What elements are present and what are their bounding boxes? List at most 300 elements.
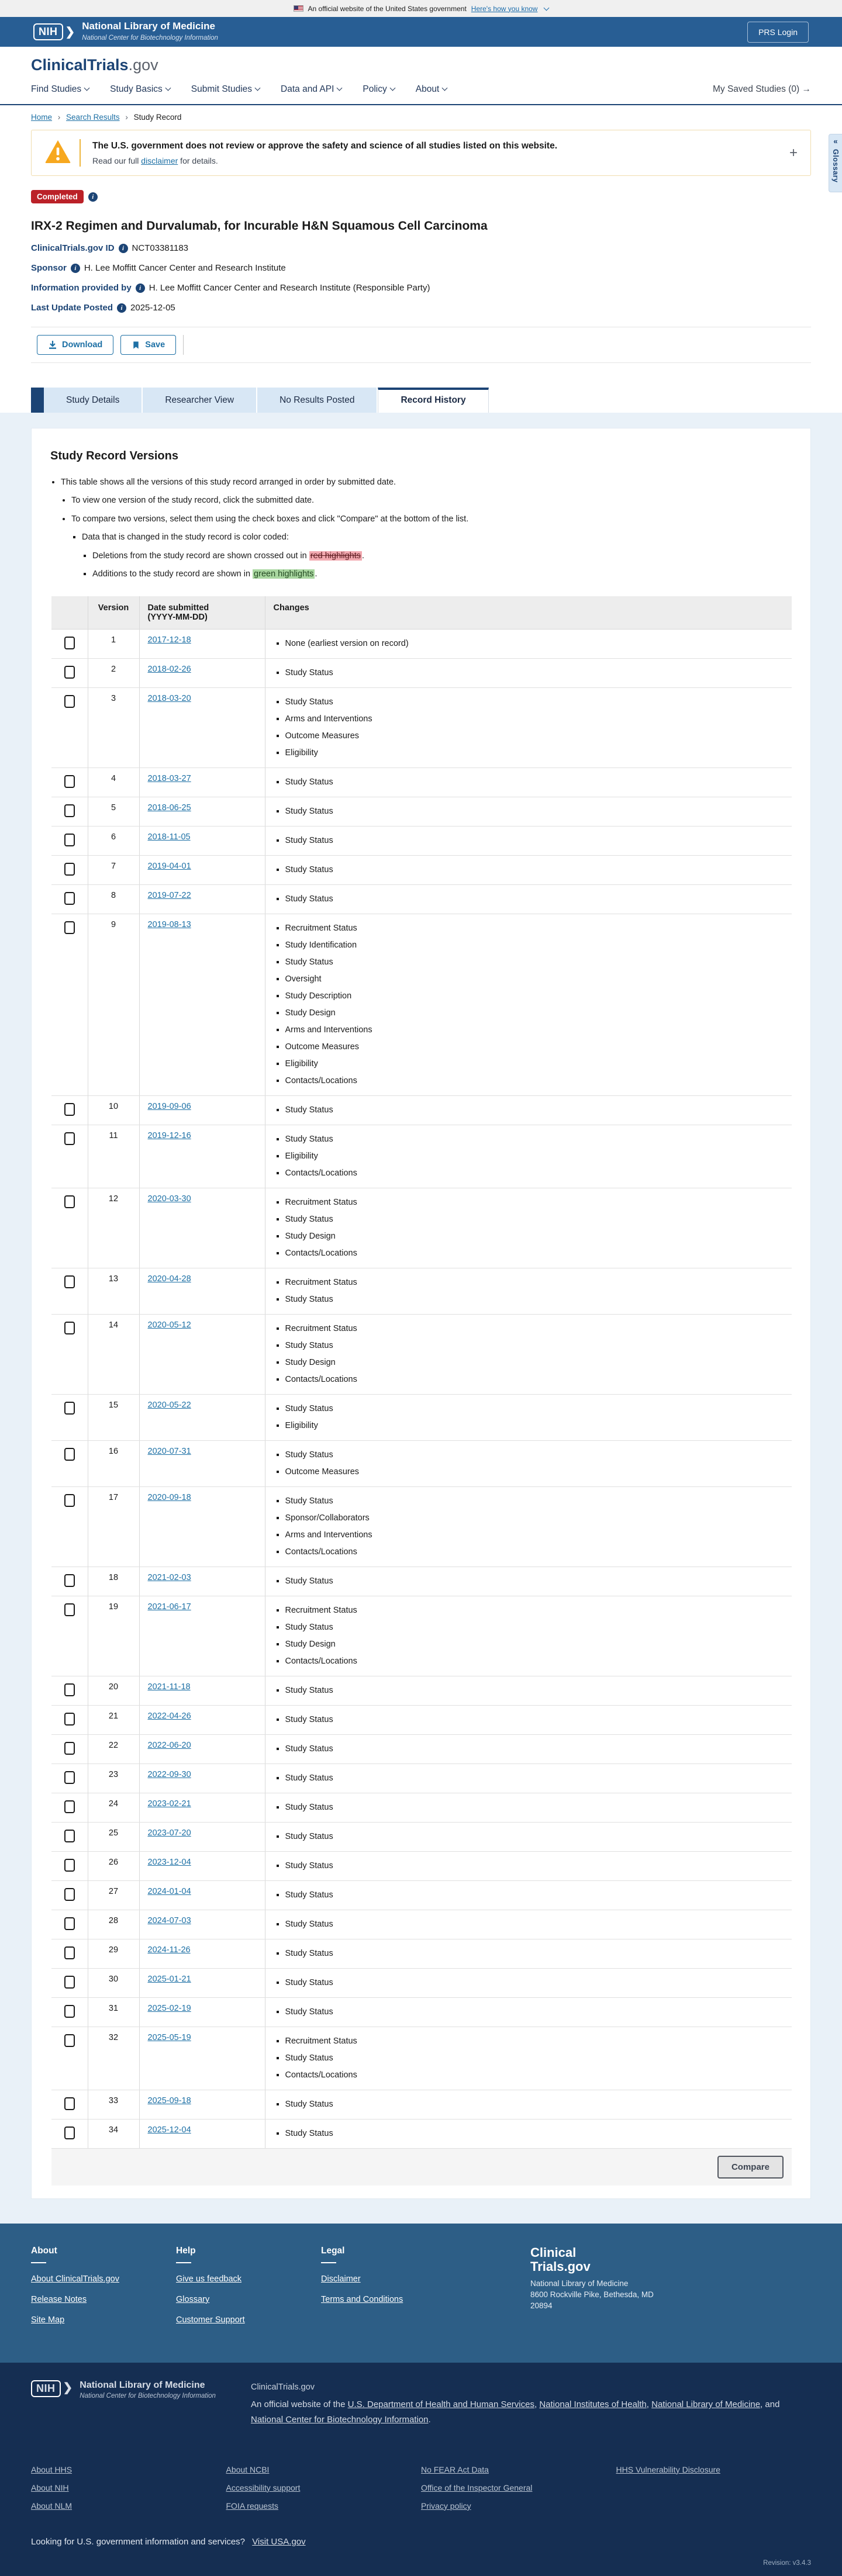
version-number: 32 xyxy=(88,2027,139,2090)
field-value: NCT03381183 xyxy=(132,243,188,253)
field-label: ClinicalTrials.gov ID xyxy=(31,243,115,253)
visit-usa-gov-link[interactable]: Visit USA.gov xyxy=(252,2536,306,2547)
chevron-down-icon xyxy=(337,85,343,91)
nav-item[interactable] xyxy=(363,84,394,95)
my-saved-studies-link[interactable] xyxy=(713,84,811,95)
change-item: ▪ Eligibility xyxy=(285,1056,784,1073)
change-item: ▪ Contacts/Locations xyxy=(285,1371,784,1388)
version-number: 15 xyxy=(88,1394,139,1440)
change-item: ▪ Study Status xyxy=(285,665,784,682)
changes-list xyxy=(285,1194,784,1262)
changes-list xyxy=(285,1858,784,1875)
tab-study-details[interactable]: Study Details xyxy=(44,388,143,413)
version-table-row xyxy=(51,1676,792,1705)
saved-studies-label: My Saved Studies (0) xyxy=(713,84,800,94)
version-checkbox[interactable] xyxy=(64,1402,75,1415)
breadcrumb-separator: › xyxy=(125,113,128,122)
version-table-row xyxy=(51,629,792,658)
change-item: ▪ Sponsor/Collaborators xyxy=(285,1510,784,1527)
footer-link-site-map[interactable]: Site Map xyxy=(31,2315,65,2325)
date-submitted-link[interactable]: 2018-03-20 xyxy=(147,693,191,703)
date-submitted-link[interactable]: 2024-01-04 xyxy=(147,1886,191,1896)
info-icon[interactable]: i xyxy=(71,264,80,273)
footer-column-heading: Legal xyxy=(321,2246,466,2263)
gov-footer-link-about-nih[interactable]: About NIH xyxy=(31,2482,69,2492)
change-item: ▪ Contacts/Locations xyxy=(285,2067,784,2084)
version-table-row xyxy=(51,767,792,797)
usa-gov-text: Looking for U.S. government information and services? xyxy=(31,2536,246,2547)
chevron-down-icon xyxy=(255,85,261,91)
version-checkbox[interactable] xyxy=(64,834,75,846)
version-checkbox[interactable] xyxy=(64,892,75,905)
change-item: ▪ Study Status xyxy=(285,2125,784,2142)
addition-period: . xyxy=(315,569,318,579)
bookmark-icon xyxy=(132,341,140,350)
version-checkbox[interactable] xyxy=(64,1132,75,1145)
nav-item[interactable] xyxy=(191,84,260,95)
glossary-tab-label: Glossary xyxy=(831,149,840,183)
date-submitted-link[interactable]: 2023-02-21 xyxy=(147,1799,191,1809)
changes-column-header: Changes xyxy=(265,596,792,630)
nih-acronym: NIH xyxy=(33,23,63,40)
date-submitted-link[interactable]: 2022-04-26 xyxy=(147,1711,191,1721)
info-icon[interactable]: i xyxy=(88,192,98,202)
footer-column-heading: About xyxy=(31,2246,176,2263)
changes-list xyxy=(285,1573,784,1590)
version-checkbox[interactable] xyxy=(64,921,75,934)
info-icon[interactable]: i xyxy=(117,303,126,313)
date-submitted-link[interactable]: 2025-05-19 xyxy=(147,2032,191,2042)
version-checkbox[interactable] xyxy=(64,1859,75,1872)
ncbi-subtitle: National Center for Biotechnology Information xyxy=(82,34,218,42)
date-submitted-link[interactable]: 2020-07-31 xyxy=(147,1446,191,1456)
version-table-row xyxy=(51,1705,792,1734)
date-submitted-link[interactable]: 2025-12-04 xyxy=(147,2125,191,2135)
changes-list xyxy=(285,774,784,791)
agency-link-1[interactable]: U.S. Department of Health and Human Services xyxy=(347,2399,534,2410)
breadcrumb-home-link[interactable]: Home xyxy=(31,113,53,122)
version-number: 7 xyxy=(88,855,139,884)
change-item: ▪ Study Status xyxy=(285,1337,784,1354)
gov-footer-link-about-ncbi[interactable]: About NCBI xyxy=(226,2464,270,2474)
nav-item[interactable] xyxy=(416,84,447,95)
date-submitted-link[interactable]: 2020-05-12 xyxy=(147,1320,191,1330)
footer-link-terms-and-conditions[interactable]: Terms and Conditions xyxy=(321,2294,403,2304)
gov-footer-link-foia-requests[interactable]: FOIA requests xyxy=(226,2501,278,2511)
changes-list xyxy=(285,1320,784,1388)
version-checkbox[interactable] xyxy=(64,2034,75,2047)
footer-column xyxy=(176,2246,321,2336)
version-number: 31 xyxy=(88,1997,139,2027)
change-item: ▪ Study Status xyxy=(285,694,784,711)
change-item: ▪ Outcome Measures xyxy=(285,1039,784,1056)
date-submitted-link[interactable]: 2020-03-30 xyxy=(147,1194,191,1204)
agency-link-3[interactable]: National Library of Medicine xyxy=(651,2399,761,2410)
change-item: ▪ Recruitment Status xyxy=(285,920,784,937)
footer-link-glossary[interactable]: Glossary xyxy=(176,2294,210,2304)
gov-footer-link-about-nlm[interactable]: About NLM xyxy=(31,2501,73,2511)
change-item: ▪ Study Status xyxy=(285,1799,784,1816)
version-number: 16 xyxy=(88,1440,139,1486)
disclaimer-read-suffix: for details. xyxy=(178,155,218,165)
date-submitted-link[interactable]: 2023-07-20 xyxy=(147,1828,191,1838)
date-submitted-link[interactable]: 2023-12-04 xyxy=(147,1857,191,1867)
version-number: 22 xyxy=(88,1734,139,1764)
versions-intro xyxy=(50,476,796,581)
nav-item[interactable] xyxy=(31,84,89,95)
version-checkbox[interactable] xyxy=(64,1771,75,1784)
nih-acronym: NIH xyxy=(31,2380,61,2397)
download-label: Download xyxy=(62,340,103,350)
date-column-header xyxy=(139,596,265,630)
save-label: Save xyxy=(145,340,165,350)
gov-footer-link-privacy-policy[interactable]: Privacy policy xyxy=(421,2501,471,2511)
changes-list xyxy=(285,1401,784,1434)
version-number: 5 xyxy=(88,797,139,826)
version-table-row xyxy=(51,658,792,687)
date-header-line2: (YYYY-MM-DD) xyxy=(147,612,208,622)
version-table-row xyxy=(51,2090,792,2119)
date-submitted-link[interactable]: 2019-07-22 xyxy=(147,890,191,900)
date-submitted-link[interactable]: 2021-11-18 xyxy=(147,1682,191,1692)
gov-footer-link-no-fear-act-data[interactable]: No FEAR Act Data xyxy=(421,2464,489,2474)
version-number: 10 xyxy=(88,1095,139,1125)
footer-column xyxy=(321,2246,466,2336)
version-number: 6 xyxy=(88,826,139,855)
address-line: 8600 Rockville Pike, Bethesda, MD xyxy=(530,2290,654,2300)
version-table-row xyxy=(51,1764,792,1793)
save-button[interactable] xyxy=(120,335,176,355)
version-checkbox[interactable] xyxy=(64,1830,75,1842)
change-item: ▪ Study Status xyxy=(285,954,784,971)
gov-footer xyxy=(0,2363,842,2576)
date-submitted-link[interactable]: 2019-12-16 xyxy=(147,1130,191,1140)
changes-list xyxy=(285,862,784,879)
date-submitted-link[interactable]: 2024-07-03 xyxy=(147,1915,191,1925)
change-item: ▪ Study Status xyxy=(285,1945,784,1962)
version-number: 1 xyxy=(88,629,139,658)
warning-triangle-icon xyxy=(44,139,71,167)
change-item: ▪ Study Status xyxy=(285,1291,784,1308)
version-checkbox[interactable] xyxy=(64,1195,75,1208)
version-table-row xyxy=(51,1596,792,1676)
version-checkbox[interactable] xyxy=(64,2005,75,2018)
date-submitted-link[interactable]: 2025-09-18 xyxy=(147,2096,191,2105)
version-checkbox[interactable] xyxy=(64,1976,75,1989)
change-item: ▪ Study Status xyxy=(285,1916,784,1933)
footer-site-label: ClinicalTrials.gov xyxy=(251,2382,315,2392)
version-checkbox[interactable] xyxy=(64,1917,75,1930)
change-item: ▪ Recruitment Status xyxy=(285,2033,784,2050)
change-item: ▪ Study Status xyxy=(285,1887,784,1904)
change-item: ▪ Study Status xyxy=(285,1447,784,1464)
version-number: 8 xyxy=(88,884,139,914)
date-submitted-link[interactable]: 2019-08-13 xyxy=(147,919,191,929)
version-checkbox[interactable] xyxy=(64,1494,75,1507)
download-button[interactable] xyxy=(37,335,113,355)
change-item: ▪ Study Status xyxy=(285,2096,784,2113)
change-item: ▪ Study Status xyxy=(285,1493,784,1510)
breadcrumb-search-results-link[interactable]: Search Results xyxy=(66,113,120,122)
version-number: 14 xyxy=(88,1314,139,1394)
change-item: ▪ Contacts/Locations xyxy=(285,1653,784,1670)
gov-footer-column xyxy=(226,2456,422,2519)
disclaimer-link[interactable]: disclaimer xyxy=(141,155,178,165)
version-table-row xyxy=(51,2027,792,2090)
divider xyxy=(80,139,81,167)
info-icon[interactable]: i xyxy=(136,283,145,293)
disclaimer-message: The U.S. government does not review or approve the safety and science of all studies listed on this website. xyxy=(92,140,558,151)
nih-header xyxy=(0,17,842,47)
clinicaltrials-logo[interactable] xyxy=(31,56,811,74)
changes-list xyxy=(285,891,784,908)
info-icon[interactable]: i xyxy=(119,244,128,253)
version-number: 9 xyxy=(88,914,139,1095)
study-field-row xyxy=(31,283,811,293)
version-table-row xyxy=(51,914,792,1095)
change-item: ▪ Study Design xyxy=(285,1228,784,1245)
changes-list xyxy=(285,1916,784,1933)
version-checkbox[interactable] xyxy=(64,1713,75,1726)
footer-link-release-notes[interactable]: Release Notes xyxy=(31,2294,87,2304)
version-checkbox[interactable] xyxy=(64,1448,75,1461)
expand-plus-icon[interactable]: + xyxy=(789,144,798,161)
date-submitted-link[interactable]: 2025-02-19 xyxy=(147,2003,191,2013)
chevron-down-icon xyxy=(389,85,395,91)
main-nav xyxy=(31,84,447,95)
date-submitted-link[interactable]: 2025-01-21 xyxy=(147,1974,191,1984)
change-item: ▪ Study Design xyxy=(285,1636,784,1653)
compare-button[interactable]: Compare xyxy=(717,2156,784,2179)
version-table-row xyxy=(51,1125,792,1188)
date-submitted-link[interactable]: 2018-06-25 xyxy=(147,803,191,812)
changes-list xyxy=(285,2096,784,2113)
changes-list xyxy=(285,1274,784,1308)
gov-footer-link-office-of-the-inspector-general[interactable]: Office of the Inspector General xyxy=(421,2482,533,2492)
version-checkbox[interactable] xyxy=(64,695,75,708)
nav-item[interactable] xyxy=(110,84,170,95)
nav-item-label: About xyxy=(415,84,440,94)
changes-list xyxy=(285,2004,784,2021)
date-submitted-link[interactable]: 2021-06-17 xyxy=(147,1602,191,1612)
change-item: ▪ Eligibility xyxy=(285,1417,784,1434)
date-submitted-link[interactable]: 2018-02-26 xyxy=(147,664,191,674)
changes-list xyxy=(285,1682,784,1699)
arrow-right-icon: → xyxy=(802,84,811,94)
version-number: 25 xyxy=(88,1822,139,1851)
change-item: ▪ Study Status xyxy=(285,1401,784,1417)
change-item: ▪ Eligibility xyxy=(285,745,784,762)
nav-item-label: Study Basics xyxy=(110,84,163,94)
nav-item-label: Submit Studies xyxy=(191,84,253,94)
version-number: 29 xyxy=(88,1939,139,1968)
changes-list xyxy=(285,832,784,849)
version-checkbox[interactable] xyxy=(64,2127,75,2139)
us-flag-icon xyxy=(294,5,303,12)
version-table-row xyxy=(51,1851,792,1880)
version-table-row xyxy=(51,1880,792,1910)
date-submitted-link[interactable]: 2022-09-30 xyxy=(147,1769,191,1779)
deletion-period: . xyxy=(361,551,365,561)
changes-list xyxy=(285,1887,784,1904)
agency-statement: ClinicalTrials.gov An official website of the U.S. Department of Health and Human Services, National Institutes of Health, National Library of Medicine, and National Center for Biotechnology Information. xyxy=(251,2380,811,2428)
version-table-row xyxy=(51,2119,792,2148)
changes-list xyxy=(285,1447,784,1481)
version-number: 2 xyxy=(88,658,139,687)
footer-address xyxy=(530,2278,671,2312)
footer-link-give-us-feedback[interactable]: Give us feedback xyxy=(176,2274,242,2284)
version-checkbox[interactable] xyxy=(64,1800,75,1813)
versions-table xyxy=(51,596,792,2186)
addition-text: Additions to the study record are shown in xyxy=(92,569,253,579)
change-item: ▪ Contacts/Locations xyxy=(285,1245,784,1262)
change-item: ▪ Study Status xyxy=(285,1711,784,1728)
changes-list xyxy=(285,803,784,820)
version-table-row xyxy=(51,1440,792,1486)
changes-list xyxy=(285,1102,784,1119)
version-table-row xyxy=(51,1567,792,1596)
version-table-row xyxy=(51,1188,792,1268)
field-value: H. Lee Moffitt Cancer Center and Research Institute xyxy=(84,263,286,273)
checkbox-column-header xyxy=(51,596,88,630)
disclaimer-read-prefix: Read our full xyxy=(92,155,142,165)
intro-line: ▪ Data that is changed in the study record is color coded: xyxy=(82,531,796,544)
date-submitted-link[interactable]: 2019-04-01 xyxy=(147,861,191,871)
version-checkbox[interactable] xyxy=(64,1322,75,1334)
version-table-row xyxy=(51,1314,792,1394)
version-number: 11 xyxy=(88,1125,139,1188)
change-item: ▪ Recruitment Status xyxy=(285,1602,784,1619)
changes-list xyxy=(285,1602,784,1670)
date-header-line1: Date submitted xyxy=(147,603,209,613)
tab-record-history[interactable]: Record History xyxy=(378,388,488,413)
date-submitted-link[interactable]: 2020-09-18 xyxy=(147,1492,191,1502)
field-label: Sponsor xyxy=(31,263,67,273)
usa-gov-line xyxy=(31,2537,811,2547)
version-number: 21 xyxy=(88,1705,139,1734)
version-checkbox[interactable] xyxy=(64,666,75,679)
heres-how-you-know-link[interactable]: Here's how you know xyxy=(471,4,538,13)
tab-researcher-view[interactable]: Researcher View xyxy=(143,388,257,413)
study-fields xyxy=(31,243,811,313)
change-item: ▪ Study Status xyxy=(285,1682,784,1699)
study-field-row xyxy=(31,263,811,273)
version-checkbox[interactable] xyxy=(64,2097,75,2110)
version-number: 20 xyxy=(88,1676,139,1705)
nav-item[interactable] xyxy=(281,84,341,95)
change-item: ▪ Contacts/Locations xyxy=(285,1073,784,1090)
version-checkbox[interactable] xyxy=(64,1946,75,1959)
nav-item-label: Find Studies xyxy=(31,84,82,94)
changes-list xyxy=(285,2125,784,2142)
prs-login-button[interactable]: PRS Login xyxy=(747,22,809,43)
gov-banner xyxy=(0,0,842,17)
version-table-row xyxy=(51,797,792,826)
version-checkbox[interactable] xyxy=(64,1574,75,1587)
date-submitted-link[interactable]: 2020-05-22 xyxy=(147,1400,191,1410)
glossary-side-tab[interactable] xyxy=(829,134,842,192)
change-item: ▪ Study Status xyxy=(285,803,784,820)
version-checkbox[interactable] xyxy=(64,1742,75,1755)
version-checkbox[interactable] xyxy=(64,1888,75,1901)
version-checkbox[interactable] xyxy=(64,863,75,876)
changes-list xyxy=(285,694,784,762)
date-submitted-link[interactable]: 2017-12-18 xyxy=(147,635,191,645)
date-submitted-link[interactable]: 2020-04-28 xyxy=(147,1274,191,1284)
footer-column xyxy=(31,2246,176,2336)
version-number: 24 xyxy=(88,1793,139,1822)
date-submitted-link[interactable]: 2018-03-27 xyxy=(147,773,191,783)
gov-footer-column xyxy=(31,2456,226,2519)
footer-link-customer-support[interactable]: Customer Support xyxy=(176,2315,245,2325)
change-item: ▪ Recruitment Status xyxy=(285,1274,784,1291)
version-column-header: Version xyxy=(88,596,139,630)
change-item: ▪ Study Status xyxy=(285,1102,784,1119)
nih-caret-icon: ❯ xyxy=(63,2381,73,2394)
agency-link-4[interactable]: National Center for Biotechnology Information xyxy=(251,2415,429,2425)
date-submitted-link[interactable]: 2022-06-20 xyxy=(147,1740,191,1750)
field-label: Information provided by xyxy=(31,283,132,293)
change-item: ▪ Study Status xyxy=(285,1619,784,1636)
change-item: ▪ Arms and Interventions xyxy=(285,1022,784,1039)
date-submitted-link[interactable]: 2019-09-06 xyxy=(147,1101,191,1111)
address-line: National Library of Medicine xyxy=(530,2279,629,2288)
site-header xyxy=(0,47,842,105)
gov-footer-link-about-hhs[interactable]: About HHS xyxy=(31,2464,73,2474)
disclaimer-banner xyxy=(31,130,811,176)
version-checkbox[interactable] xyxy=(64,1683,75,1696)
nih-nlm-logo[interactable] xyxy=(33,21,218,43)
agency-link-2[interactable]: National Institutes of Health xyxy=(539,2399,647,2410)
version-number: 3 xyxy=(88,687,139,767)
version-number: 12 xyxy=(88,1188,139,1268)
footer-link-about-clinicaltrials-gov[interactable]: About ClinicalTrials.gov xyxy=(31,2274,119,2284)
change-item: ▪ Study Design xyxy=(285,1354,784,1371)
version-checkbox[interactable] xyxy=(64,637,75,649)
change-item: ▪ Study Status xyxy=(285,1131,784,1148)
change-item: ▪ Outcome Measures xyxy=(285,728,784,745)
version-checkbox[interactable] xyxy=(64,1103,75,1116)
change-item: ▪ Recruitment Status xyxy=(285,1194,784,1211)
change-item: ▪ Study Status xyxy=(285,832,784,849)
date-submitted-link[interactable]: 2021-02-03 xyxy=(147,1572,191,1582)
changes-list xyxy=(285,1741,784,1758)
gov-footer-link-hhs-vulnerability-disclosure[interactable]: HHS Vulnerability Disclosure xyxy=(616,2464,720,2474)
footer-clinicaltrials-logo xyxy=(530,2246,671,2336)
footer-link-disclaimer[interactable]: Disclaimer xyxy=(321,2274,361,2284)
date-submitted-link[interactable]: 2018-11-05 xyxy=(147,832,191,842)
tab-no-results-posted[interactable]: No Results Posted xyxy=(257,388,378,413)
version-table-row xyxy=(51,1268,792,1314)
intro-line: • To compare two versions, select them using the check boxes and click "Compare" at the bottom of the list. xyxy=(71,513,796,525)
date-submitted-link[interactable]: 2024-11-26 xyxy=(147,1945,191,1955)
nav-item-label: Policy xyxy=(363,84,387,94)
intro-line: • This table shows all the versions of this study record arranged in order by submitted date. xyxy=(61,476,796,489)
version-checkbox[interactable] xyxy=(64,804,75,817)
site-footer xyxy=(0,2224,842,2363)
version-checkbox[interactable] xyxy=(64,1275,75,1288)
record-toolbar xyxy=(31,327,811,363)
nih-nlm-logo[interactable] xyxy=(31,2380,251,2428)
change-item: ▪ Eligibility xyxy=(285,1148,784,1165)
gov-footer-link-accessibility-support[interactable]: Accessibility support xyxy=(226,2482,301,2492)
change-item: ▪ Study Status xyxy=(285,1828,784,1845)
version-number: 17 xyxy=(88,1486,139,1567)
version-checkbox[interactable] xyxy=(64,1603,75,1616)
nlm-title: National Library of Medicine xyxy=(80,2380,205,2390)
version-checkbox[interactable] xyxy=(64,775,75,788)
nav-item-label: Data and API xyxy=(281,84,334,94)
